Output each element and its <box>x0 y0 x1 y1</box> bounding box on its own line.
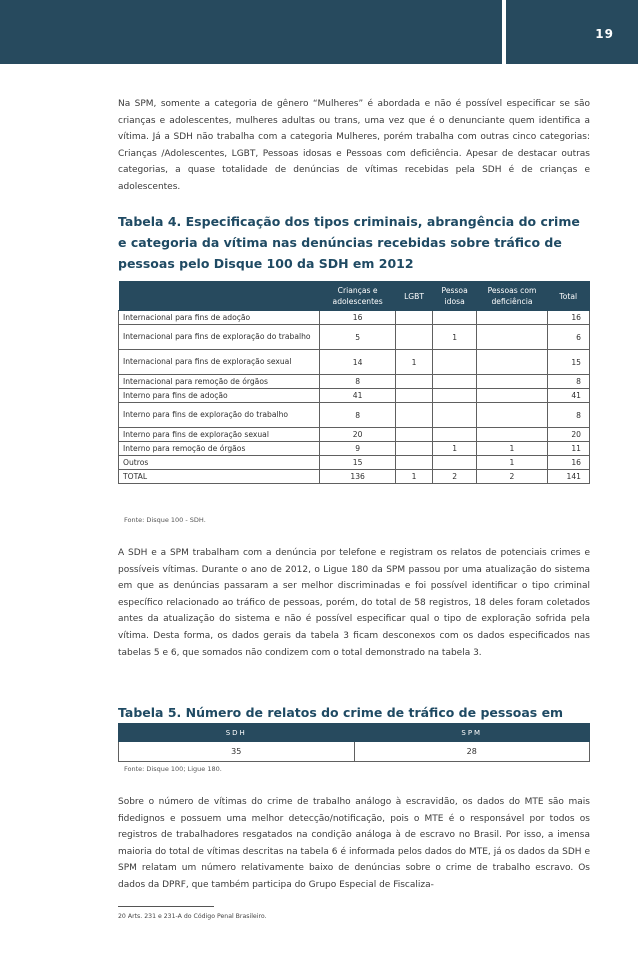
cell-total: 16 <box>547 456 589 470</box>
cell-lgbt <box>396 428 433 442</box>
table5-source: Fonte: Disque 100; Ligue 180. <box>124 765 222 773</box>
table-row <box>119 428 590 442</box>
footnote-divider <box>118 906 214 907</box>
header-band <box>0 0 502 64</box>
cell-lgbt <box>396 325 433 350</box>
cell-elderly <box>432 350 477 375</box>
cell-disability: 1 <box>477 456 547 470</box>
table-row <box>119 389 590 403</box>
cell-disability <box>477 311 547 325</box>
table5-reports <box>118 723 590 762</box>
table-row-total <box>119 470 590 484</box>
table-row <box>119 456 590 470</box>
cell-total: 8 <box>547 403 589 428</box>
paragraph-mte: Sobre o número de vítimas do crime de trabalho análogo à escravidão, os dados do MTE são mais fidedignos e possuem uma melhor detecção/notificação, pois o MTE é o responsável por todos os registros de trabalhadores resgatados na condição análoga à de escravo no Brasil. Por isso, a imensa maioria do total de vítimas descritas na tabela 6 é informada pelos dados do MTE, já os dados da SDH e SPM relatam um número relativamente baixo de denúncias sobre o crime de trabalho escravo. Os dados da DPRF, que também participa do Grupo Especial de Fiscaliza- <box>118 797 590 890</box>
table5-header-spm: SPM <box>354 724 590 742</box>
table-row <box>119 442 590 456</box>
row-label: Interno para fins de adoção <box>119 389 320 403</box>
cell-disability <box>477 325 547 350</box>
cell-elderly: 2 <box>432 470 477 484</box>
cell-lgbt <box>396 442 433 456</box>
row-label: TOTAL <box>119 470 320 484</box>
table4-header-row <box>119 282 590 311</box>
cell-children: 41 <box>319 389 395 403</box>
cell-children: 14 <box>319 350 395 375</box>
table4-header-total: Total <box>547 282 589 311</box>
cell-lgbt: 1 <box>396 470 433 484</box>
cell-children: 20 <box>319 428 395 442</box>
cell-children: 136 <box>319 470 395 484</box>
row-label: Interno para remoção de órgãos <box>119 442 320 456</box>
cell-children: 15 <box>319 456 395 470</box>
cell-disability <box>477 375 547 389</box>
cell-lgbt <box>396 456 433 470</box>
row-label: Interno para fins de exploração do trabalho <box>119 403 320 428</box>
cell-elderly <box>432 403 477 428</box>
cell-disability <box>477 350 547 375</box>
cell-total: 11 <box>547 442 589 456</box>
row-label: Outros <box>119 456 320 470</box>
table-row <box>119 742 590 762</box>
table4-header-elderly: Pessoa idosa <box>432 282 477 311</box>
cell-disability <box>477 403 547 428</box>
cell-elderly: 1 <box>432 442 477 456</box>
cell-elderly: 1 <box>432 325 477 350</box>
cell-disability: 1 <box>477 442 547 456</box>
cell-spm: 28 <box>354 742 590 762</box>
paragraph-sdh-spm: A SDH e a SPM trabalham com a denúncia por telefone e registram os relatos de potenciais crimes e possíveis vítimas. Durante o ano de 2012, o Ligue 180 da SPM passou por uma atualização do sistema em que as denúncias passaram a ser melhor discriminadas e foi possível identificar o tipo criminal específico relacionado ao tráfico de pessoas, porém, do total de 58 registros, 18 deles foram coletados antes da atualização do sistema e não é possível especificar qual o tipo de exploração sofrida pela vítima. Desta forma, os dados gerais da tabela 3 ficam desconexos com os dados especificados nas tabelas 5 e 6, que somados não condizem com o total demonstrado na tabela 3. <box>118 548 590 658</box>
table-row <box>119 325 590 350</box>
table5-header-row <box>119 724 590 742</box>
cell-lgbt <box>396 311 433 325</box>
cell-total: 6 <box>547 325 589 350</box>
table4-title: Tabela 4. Especificação dos tipos criminais, abrangência do crime e categoria da vítima nas denúncias recebidas sobre tráfico de pessoas pelo Disque 100 da SDH em 2012 <box>118 214 580 271</box>
cell-disability <box>477 428 547 442</box>
table4-header-children: Crianças e adolescentes <box>319 282 395 311</box>
cell-children: 8 <box>319 403 395 428</box>
cell-elderly <box>432 311 477 325</box>
cell-total: 41 <box>547 389 589 403</box>
cell-elderly <box>432 456 477 470</box>
page-number-box <box>506 0 638 64</box>
cell-elderly <box>432 428 477 442</box>
row-label: Interno para fins de exploração sexual <box>119 428 320 442</box>
table4-header-disability: Pessoas com deficiência <box>477 282 547 311</box>
cell-lgbt: 1 <box>396 350 433 375</box>
table-row <box>119 311 590 325</box>
paragraph-spm-categories: Na SPM, somente a categoria de gênero “Mulheres” é abordada e não é possível especificar se são crianças e adolescentes, mulheres adultas ou trans, uma vez que é o denunciante quem identifica a vítima. Já a SDH não trabalha com a categoria Mulheres, porém trabalha com outras cinco categorias: Crianças /Adolescentes, LGBT, Pessoas idosas e Pessoas com deficiência. Apesar de destacar outras categorias, a quase totalidade de denúncias de vítimas recebidas pela SDH é de crianças e adolescentes. <box>118 99 590 192</box>
table-row <box>119 350 590 375</box>
cell-lgbt <box>396 389 433 403</box>
cell-elderly <box>432 389 477 403</box>
cell-total: 141 <box>547 470 589 484</box>
cell-total: 20 <box>547 428 589 442</box>
table-row <box>119 403 590 428</box>
table4-header-blank <box>119 282 320 311</box>
page-number: 19 <box>595 27 614 41</box>
footnote: 20 Arts. 231 e 231-A do Código Penal Brasileiro. <box>118 913 267 920</box>
row-label: Internacional para fins de exploração do trabalho <box>119 325 320 350</box>
table4-source: Fonte: Disque 100 - SDH. <box>124 516 206 524</box>
cell-elderly <box>432 375 477 389</box>
cell-total: 16 <box>547 311 589 325</box>
table5-header-sdh: SDH <box>119 724 355 742</box>
cell-total: 8 <box>547 375 589 389</box>
cell-sdh: 35 <box>119 742 355 762</box>
table4-crime-types <box>118 281 590 484</box>
cell-disability: 2 <box>477 470 547 484</box>
row-label: Internacional para fins de adoção <box>119 311 320 325</box>
row-label: Internacional para fins de exploração sexual <box>119 350 320 375</box>
table4-header-lgbt: LGBT <box>396 282 433 311</box>
cell-children: 9 <box>319 442 395 456</box>
row-label: Internacional para remoção de órgãos <box>119 375 320 389</box>
cell-total: 15 <box>547 350 589 375</box>
cell-lgbt <box>396 403 433 428</box>
cell-children: 8 <box>319 375 395 389</box>
table5-title-text: Tabela 5. Número de relatos do crime de tráfico de pessoas em <box>118 705 564 720</box>
cell-disability <box>477 389 547 403</box>
cell-lgbt <box>396 375 433 389</box>
cell-children: 5 <box>319 325 395 350</box>
cell-children: 16 <box>319 311 395 325</box>
table-row <box>119 375 590 389</box>
